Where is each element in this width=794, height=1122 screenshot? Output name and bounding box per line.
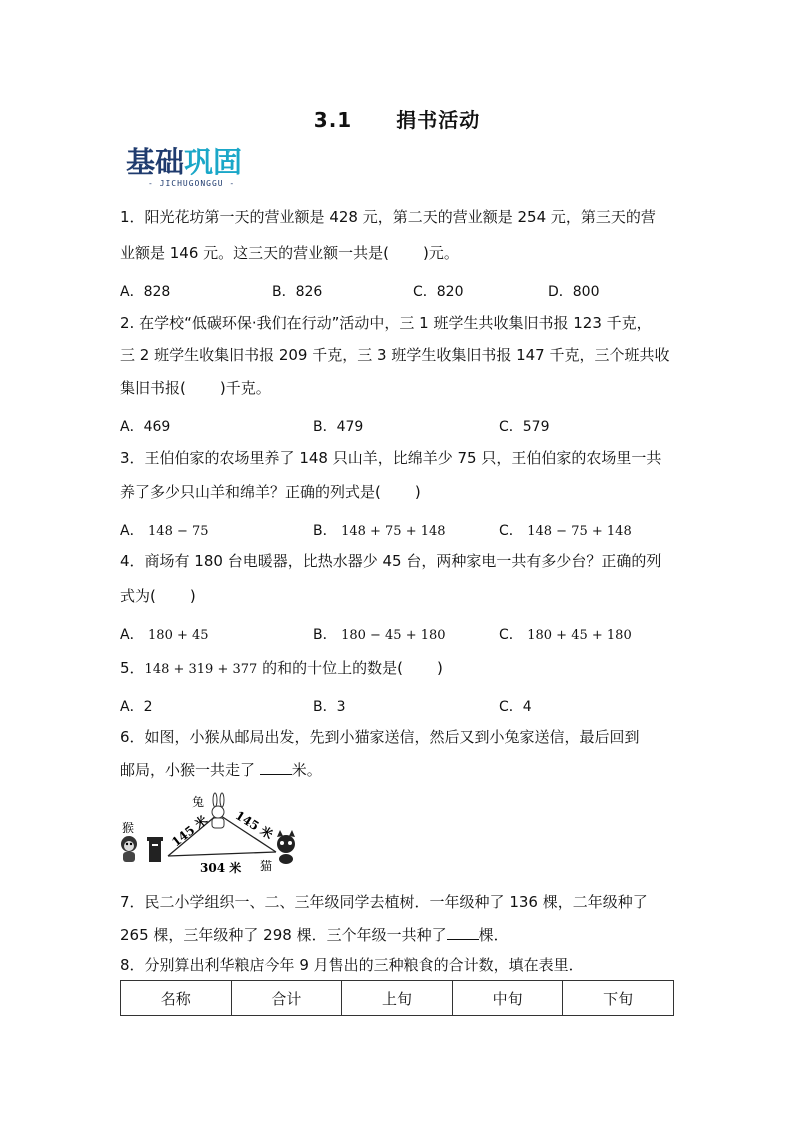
q5-option-b: B．3 xyxy=(313,699,346,715)
rabbit-label: 兔 xyxy=(192,795,205,809)
q8-line1: 8．分别算出利华粮店今年 9 月售出的三种粮食的合计数，填在表里． xyxy=(120,956,584,974)
route-figure xyxy=(118,790,308,874)
table-header-cell: 中旬 xyxy=(452,981,563,1016)
q1-option-a: A．828 xyxy=(120,284,171,300)
section-title: 捐书活动 xyxy=(396,108,481,132)
logo xyxy=(126,146,266,194)
q2-line2: 三 2 班学生收集旧书报 209 千克，三 3 班学生收集旧书报 147 千克，三个班共收 xyxy=(120,346,670,364)
q2-line1: 2. 在学校“低碳环保·我们在行动”活动中，三 1 班学生共收集旧书报 123 千克， xyxy=(120,314,652,332)
q6-line1: 6．如图，小猴从邮局出发，先到小猫家送信，然后又到小兔家送信，最后回到 xyxy=(120,728,640,746)
q7-line2: 265 棵，三年级种了 298 棵．三个年级一共种了 棵． xyxy=(120,926,509,944)
grain-table xyxy=(120,980,674,1016)
right-distance-label: 145 米 xyxy=(232,808,276,842)
table-header-cell: 合计 xyxy=(231,981,342,1016)
q2-option-a: A．469 xyxy=(120,419,171,435)
left-distance-label: 145 米 xyxy=(169,812,211,850)
table-header-cell: 下旬 xyxy=(563,981,674,1016)
q7-line1: 7．民二小学组织一、二、三年级同学去植树．一年级种了 136 棵，二年级种了 xyxy=(120,893,648,911)
q2-option-b: B．479 xyxy=(313,419,364,435)
q3-option-a: A． 148 − 75 xyxy=(120,523,209,539)
q4-line1: 4．商场有 180 台电暖器，比热水器少 45 台，两种家电一共有多少台？正确的列 xyxy=(120,552,662,570)
rabbit-icon xyxy=(212,793,224,828)
cat-icon xyxy=(277,830,295,864)
table-header-row xyxy=(121,981,674,1016)
base-distance-label: 304 米 xyxy=(200,861,242,874)
q2-option-c: C．579 xyxy=(499,419,550,435)
q6-line2: 邮局，小猴一共走了 米。 xyxy=(120,761,322,779)
post-office-icon xyxy=(147,837,163,862)
q2-line3: 集旧书报( )千克。 xyxy=(120,379,271,397)
table-header-cell: 上旬 xyxy=(342,981,453,1016)
q3-line1: 3．王伯伯家的农场里养了 148 只山羊，比绵羊少 75 只，王伯伯家的农场里一共 xyxy=(120,449,662,467)
monkey-label: 猴 xyxy=(122,821,135,835)
q1-line2: 业额是 146 元。这三天的营业额一共是( )元。 xyxy=(120,244,459,262)
monkey-icon xyxy=(121,836,137,862)
q1-option-c: C．820 xyxy=(413,284,464,300)
q4-option-b: B． 180 − 45 + 180 xyxy=(313,627,446,643)
q4-option-a: A． 180 + 45 xyxy=(120,627,209,643)
q5-option-c: C．4 xyxy=(499,699,532,715)
q1-line1: 1．阳光花坊第一天的营业额是 428 元，第二天的营业额是 254 元，第三天的营 xyxy=(120,208,656,226)
section-number: 3.1 xyxy=(313,108,353,132)
table-header-cell: 名称 xyxy=(121,981,232,1016)
cat-label: 猫 xyxy=(260,859,273,873)
q5-option-a: A．2 xyxy=(120,699,153,715)
q5-line: 5．148 + 319 + 377 的和的十位上的数是( ) xyxy=(120,659,443,677)
q3-option-b: B． 148 + 75 + 148 xyxy=(313,523,446,539)
q3-line2: 养了多少只山羊和绵羊？正确的列式是( ) xyxy=(120,483,421,501)
logo-subtitle: - JICHUGONGGU - xyxy=(148,179,236,188)
page-title xyxy=(0,104,794,133)
q4-line2: 式为( ) xyxy=(120,587,196,605)
q3-option-c: C． 148 − 75 + 148 xyxy=(499,523,632,539)
q4-option-c: C． 180 + 45 + 180 xyxy=(499,627,632,643)
logo-text: 基础巩固 xyxy=(126,145,243,179)
q1-option-d: D．800 xyxy=(548,284,600,300)
q1-option-b: B．826 xyxy=(272,284,323,300)
